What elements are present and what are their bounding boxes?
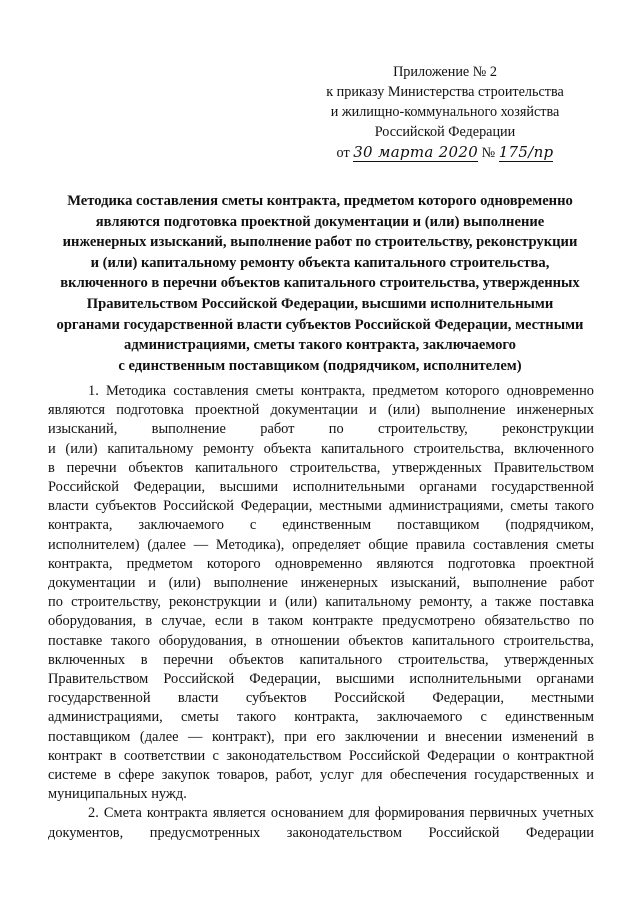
text-line: Российской Федерации, высшими исполнительными органами государственной xyxy=(48,479,594,496)
title-line: администрациями, сметы такого контракта, заключаемого xyxy=(124,337,516,354)
text-line: контракт в соответствии с законодательством Российской Федерации о контрактной xyxy=(48,747,594,764)
text-line: поставке такого оборудования, в отношении объектов капитального строительства, xyxy=(48,632,594,649)
text-line: являются подготовка проектной документации и (или) выполнение инженерных xyxy=(48,402,594,419)
handwritten-number: 175/пр xyxy=(498,143,554,161)
appendix-line-3: и жилищно-коммунального хозяйства xyxy=(330,104,560,120)
appendix-line-1: Приложение № 2 xyxy=(393,64,497,80)
paragraph-1 xyxy=(48,382,594,804)
text-line: по строительству, реконструкции и (или) капитальному ремонту, а также поставка xyxy=(48,594,594,611)
text-line: документации и (или) выполнение инженерных изысканий, выполнение работ xyxy=(48,575,594,592)
text-line: власти субъектов Российской Федерации, местными администрациями, сметы такого xyxy=(48,498,594,515)
order-date-line xyxy=(300,142,590,163)
appendix-header xyxy=(300,62,590,163)
document-body xyxy=(48,382,594,843)
document-title xyxy=(40,191,600,376)
appendix-line-4: Российской Федерации xyxy=(374,124,516,140)
date-prefix: от xyxy=(336,145,350,161)
paragraph-2 xyxy=(48,804,594,842)
text-line: изысканий, выполнение работ по строительству, реконструкции xyxy=(48,421,594,438)
title-line: и (или) капитальному ремонту объекта капитального строительства, xyxy=(90,254,550,271)
text-line: включенных в перечни объектов капитального строительства, утвержденных xyxy=(48,651,594,668)
text-line: оборудования, в случае, если в таком контракте предусмотрено обязательство по xyxy=(48,613,594,630)
text-line: поставщиком (далее — контракт), при его заключении и внесении изменений в xyxy=(48,728,594,745)
text-line: 2. Смета контракта является основанием для формирования первичных учетных xyxy=(88,805,594,822)
title-line: органами государственной власти субъектов Российской Федерации, местными xyxy=(56,316,584,333)
text-line: в перечни объектов капитального строительства, утвержденных Правительством xyxy=(48,459,594,476)
appendix-line-2: к приказу Министерства строительства xyxy=(326,84,564,100)
number-prefix: № xyxy=(481,145,496,161)
text-line: 1. Методика составления сметы контракта, предметом которого одновременно xyxy=(88,383,594,399)
text-line: контракта, предметом которого одновременно являются подготовка проектной xyxy=(48,555,594,572)
title-line: являются подготовка проектной документации и (или) выполнение xyxy=(95,213,545,230)
title-line: включенного в перечни объектов капитального строительства, утвержденных xyxy=(60,275,580,292)
title-line: инженерных изысканий, выполнение работ по строительству, реконструкции xyxy=(62,234,578,251)
text-line: государственной власти субъектов Российской Федерации, местными xyxy=(48,690,594,707)
title-line: Правительством Российской Федерации, высшими исполнительными xyxy=(86,295,554,312)
text-line: муниципальных нужд. xyxy=(48,786,187,803)
text-line: администрациями, сметы такого контракта, заключаемого с единственным xyxy=(48,709,594,726)
title-line: Методика составления сметы контракта, предметом которого одновременно xyxy=(67,193,573,209)
handwritten-date: 30 марта 2020 xyxy=(353,143,479,161)
text-line: системе в сфере закупок товаров, работ, услуг для обеспечения государственных и xyxy=(48,767,594,784)
text-line: и (или) капитальному ремонту объекта капитального строительства, включенного xyxy=(48,440,594,457)
text-line: документов, предусмотренных законодательством Российской Федерации xyxy=(48,824,594,841)
text-line: контракта, заключаемого с единственным поставщиком (подрядчиком, xyxy=(48,517,594,534)
text-line: Правительством Российской Федерации, высшими исполнительными органами xyxy=(48,671,594,688)
title-line: с единственным поставщиком (подрядчиком, исполнителем) xyxy=(118,357,522,374)
text-line: исполнителем) (далее — Методика), определяет общие правила составления сметы xyxy=(48,536,594,553)
